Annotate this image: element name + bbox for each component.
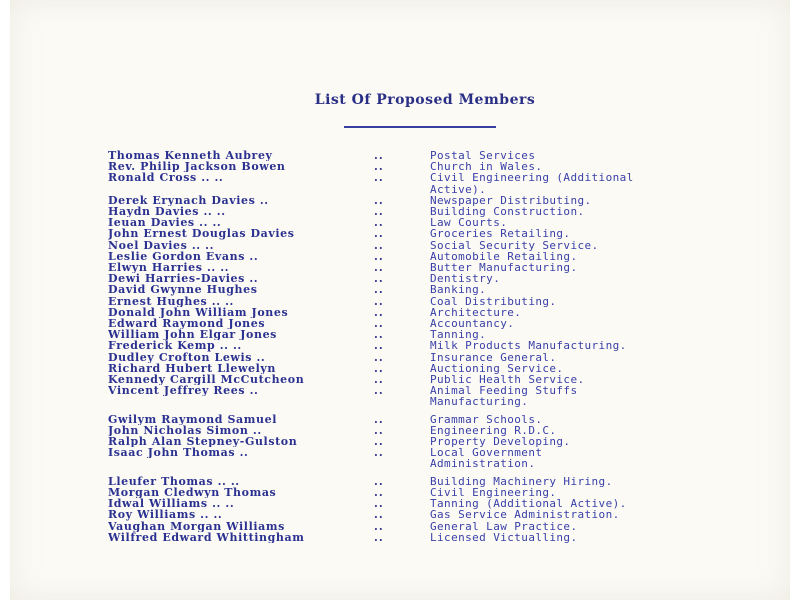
member-occupation: Gas Service Administration. xyxy=(430,508,620,522)
member-occupation: Milk Products Manufacturing. xyxy=(430,339,627,353)
member-occupation: Automobile Retailing. xyxy=(430,249,578,263)
member-occupation: Building Machinery Hiring. xyxy=(430,474,613,488)
member-occupation: Law Courts. xyxy=(430,216,508,230)
member-occupation: Social Security Service. xyxy=(430,238,599,252)
leader-dots: .. xyxy=(374,216,384,230)
list-item xyxy=(108,161,748,172)
leader-dots: .. xyxy=(374,193,384,207)
member-name: Dewi Harries-Davies .. xyxy=(108,273,259,285)
member-name: Kennedy Cargill McCutcheon xyxy=(108,374,305,386)
list-item xyxy=(108,487,748,498)
document-page xyxy=(10,0,790,600)
list-item xyxy=(108,262,748,273)
leader-dots: .. xyxy=(374,171,384,185)
leader-dots: .. xyxy=(374,423,384,437)
list-item xyxy=(108,206,748,217)
member-name: Dudley Crofton Lewis .. xyxy=(108,351,266,363)
member-name: Morgan Cledwyn Thomas xyxy=(108,486,277,499)
list-item xyxy=(108,195,748,206)
member-occupation: Accountancy. xyxy=(430,317,515,331)
member-name: Idwal Williams .. .. xyxy=(108,498,235,510)
title-underline xyxy=(344,126,496,128)
member-occupation: General Law Practice. xyxy=(430,519,578,533)
list-item xyxy=(108,284,748,295)
member-occupation: Tanning. xyxy=(430,328,487,342)
member-name: Wilfred Edward Whittingham xyxy=(108,531,305,543)
member-occupation: Banking. xyxy=(430,283,487,297)
member-name: Gwilym Raymond Samuel xyxy=(108,413,277,425)
page-title: List Of Proposed Members xyxy=(314,92,536,108)
member-name: Ieuan Davies .. .. xyxy=(108,217,222,229)
member-name: Derek Erynach Davies .. xyxy=(108,194,269,207)
member-name: Frederick Kemp .. .. xyxy=(108,340,242,352)
member-name: William John Elgar Jones xyxy=(108,329,277,341)
list-item xyxy=(108,414,748,425)
member-name: Haydn Davies .. .. xyxy=(108,206,226,218)
leader-dots: .. xyxy=(374,519,384,533)
leader-dots: .. xyxy=(374,373,384,387)
list-item xyxy=(108,172,748,194)
leader-dots: .. xyxy=(374,238,384,252)
leader-dots: .. xyxy=(374,328,384,342)
member-occupation: Public Health Service. xyxy=(430,373,585,387)
member-occupation: Grammar Schools. xyxy=(430,412,543,426)
leader-dots: .. xyxy=(374,283,384,297)
leader-dots: .. xyxy=(374,249,384,263)
member-name: John Nicholas Simon .. xyxy=(108,424,262,437)
list-item xyxy=(108,307,748,318)
member-occupation: Civil Engineering. xyxy=(430,485,557,499)
leader-dots: .. xyxy=(374,497,384,511)
member-name: Vincent Jeffrey Rees .. xyxy=(108,385,259,397)
leader-dots: .. xyxy=(374,227,384,241)
leader-dots: .. xyxy=(374,317,384,331)
member-occupation: Church in Wales. xyxy=(430,160,543,174)
leader-dots: .. xyxy=(374,149,384,162)
leader-dots: .. xyxy=(374,530,384,544)
member-name: John Ernest Douglas Davies xyxy=(108,228,295,240)
member-name: Thomas Kenneth Aubrey xyxy=(108,150,273,162)
leader-dots: .. xyxy=(374,261,384,275)
member-occupation: Coal Distributing. xyxy=(430,294,557,308)
leader-dots: .. xyxy=(374,446,384,460)
member-occupation: Butter Manufacturing. xyxy=(430,261,578,275)
list-item xyxy=(108,318,748,329)
member-name: Noel Davies .. .. xyxy=(108,239,215,251)
leader-dots: .. xyxy=(374,160,384,174)
leader-dots: .. xyxy=(374,435,384,449)
leader-dots: .. xyxy=(374,350,384,364)
member-name: Edward Raymond Jones xyxy=(108,318,266,330)
member-occupation: Property Developing. xyxy=(430,435,571,449)
list-item xyxy=(108,425,748,436)
member-name: Rev. Philip Jackson Bowen xyxy=(108,161,286,173)
list-item xyxy=(108,363,748,374)
list-item xyxy=(108,476,748,487)
member-name: Roy Williams .. .. xyxy=(108,509,223,521)
member-occupation: Groceries Retailing. xyxy=(430,227,571,241)
member-occupation: Dentistry. xyxy=(430,272,501,286)
member-name: Richard Hubert Llewelyn xyxy=(108,362,276,375)
member-occupation: Building Construction. xyxy=(430,205,585,219)
member-name: Lleufer Thomas .. .. xyxy=(108,475,240,487)
member-occupation: Insurance General. xyxy=(430,350,557,364)
list-item xyxy=(108,447,748,469)
member-list xyxy=(108,150,748,543)
member-occupation: Engineering R.D.C. xyxy=(430,423,557,437)
list-item xyxy=(108,385,748,407)
member-name: Elwyn Harries .. .. xyxy=(108,262,230,274)
leader-dots: .. xyxy=(374,305,384,319)
member-name: Leslie Gordon Evans .. xyxy=(108,250,259,263)
leader-dots: .. xyxy=(374,272,384,286)
leader-dots: .. xyxy=(374,412,384,426)
list-item xyxy=(108,340,748,351)
member-occupation: Newspaper Distributing. xyxy=(430,193,592,207)
list-item xyxy=(108,374,748,385)
leader-dots: .. xyxy=(374,485,384,499)
list-item xyxy=(108,296,748,307)
list-item xyxy=(108,228,748,239)
list-item xyxy=(108,217,748,228)
list-item xyxy=(108,498,748,509)
member-occupation: Licensed Victualling. xyxy=(430,530,578,544)
list-item xyxy=(108,509,748,520)
list-item xyxy=(108,521,748,532)
member-occupation: Architecture. xyxy=(430,305,522,319)
member-name: Isaac John Thomas .. xyxy=(108,447,249,459)
leader-dots: .. xyxy=(374,339,384,353)
leader-dots: .. xyxy=(374,205,384,219)
list-item xyxy=(108,150,748,161)
leader-dots: .. xyxy=(374,294,384,308)
leader-dots: .. xyxy=(374,508,384,522)
member-name: Vaughan Morgan Williams xyxy=(108,520,285,532)
member-name: Donald John William Jones xyxy=(108,306,289,319)
member-occupation: Animal Feeding Stuffs Manufacturing. xyxy=(430,384,578,409)
list-item xyxy=(108,329,748,340)
list-item xyxy=(108,352,748,363)
member-occupation: Auctioning Service. xyxy=(430,361,564,375)
list-item xyxy=(108,240,748,251)
list-item xyxy=(108,251,748,262)
leader-dots: .. xyxy=(374,384,384,398)
member-name: Ronald Cross .. .. xyxy=(108,172,224,184)
member-occupation: Tanning (Additional Active). xyxy=(430,497,627,511)
list-item xyxy=(108,436,748,447)
member-name: David Gwynne Hughes xyxy=(108,284,258,296)
list-item xyxy=(108,532,748,543)
member-name: Ralph Alan Stepney-Gulston xyxy=(108,436,298,448)
member-occupation: Civil Engineering (Additional Active). xyxy=(430,171,634,196)
leader-dots: .. xyxy=(374,361,384,375)
list-item xyxy=(108,273,748,284)
member-name: Ernest Hughes .. .. xyxy=(108,295,234,307)
member-occupation: Postal Services xyxy=(430,149,536,162)
member-occupation: Local Government Administration. xyxy=(430,446,543,471)
leader-dots: .. xyxy=(374,474,384,488)
